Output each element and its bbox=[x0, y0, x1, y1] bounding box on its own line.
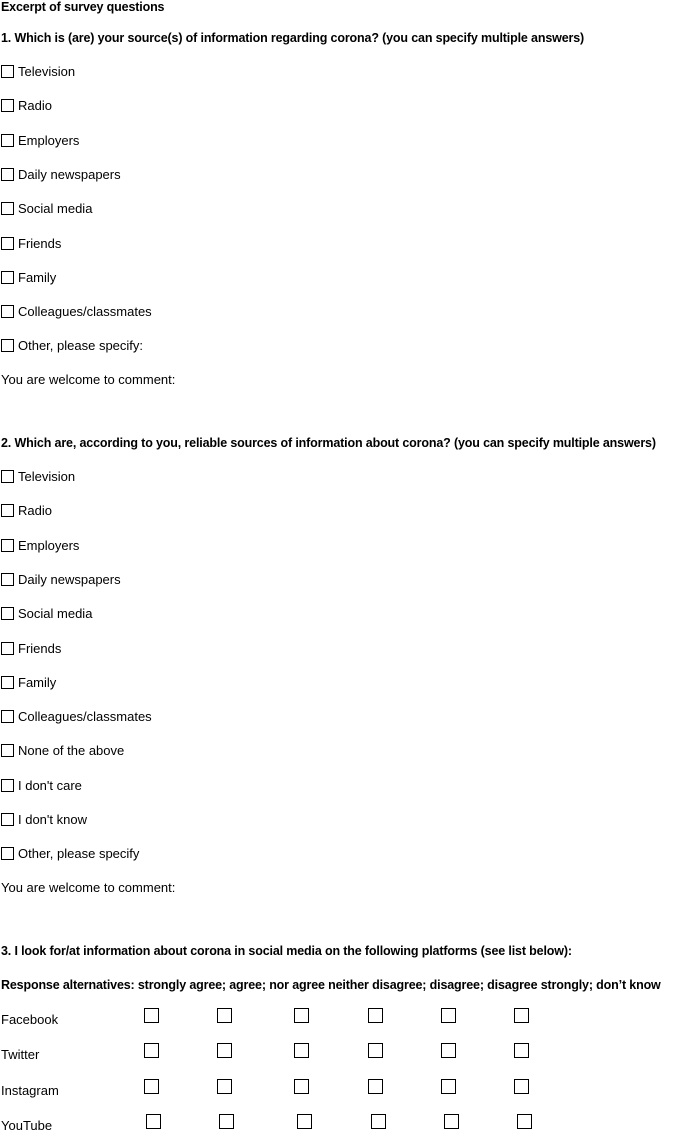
question-2-option[interactable] bbox=[0, 641, 400, 657]
rating-checkbox[interactable] bbox=[444, 1114, 459, 1129]
question-2-option-label: Television bbox=[18, 469, 76, 484]
rating-checkbox[interactable] bbox=[441, 1008, 456, 1023]
question-1-text: 1. Which is (are) your source(s) of information regarding corona? (you can specify multiple answers) bbox=[1, 31, 585, 45]
question-1-option-label: Television bbox=[18, 64, 76, 79]
question-2-option-label: I don't know bbox=[18, 812, 87, 827]
question-1-comment-label: You are welcome to comment: bbox=[1, 372, 176, 387]
question-1-option[interactable] bbox=[0, 270, 400, 286]
page-title: Excerpt of survey questions bbox=[1, 0, 165, 14]
rating-checkbox[interactable] bbox=[144, 1043, 159, 1058]
checkbox[interactable] bbox=[1, 744, 14, 757]
question-2-option-label: None of the above bbox=[18, 743, 125, 759]
checkbox[interactable] bbox=[1, 813, 14, 826]
question-1-option[interactable] bbox=[0, 236, 400, 252]
rating-checkbox[interactable] bbox=[217, 1043, 232, 1058]
question-2-option[interactable] bbox=[0, 709, 400, 725]
question-1-option-label: Employers bbox=[18, 132, 80, 148]
rating-checkbox[interactable] bbox=[144, 1079, 159, 1094]
question-2-option-label: Employers bbox=[18, 537, 80, 553]
question-2-option[interactable] bbox=[0, 743, 400, 759]
checkbox[interactable] bbox=[1, 237, 14, 250]
rating-checkbox[interactable] bbox=[371, 1114, 386, 1129]
question-2-text: 2. Which are, according to you, reliable sources of information about corona? (you can specify multiple answers) bbox=[1, 436, 656, 450]
question-2-comment-label: You are welcome to comment: bbox=[1, 880, 176, 895]
question-2-option-label: Family bbox=[18, 674, 57, 690]
checkbox[interactable] bbox=[1, 607, 14, 620]
checkbox[interactable] bbox=[1, 168, 14, 181]
rating-checkbox[interactable] bbox=[217, 1008, 232, 1023]
rating-checkbox[interactable] bbox=[514, 1008, 529, 1023]
checkbox[interactable] bbox=[1, 710, 14, 723]
checkbox[interactable] bbox=[1, 99, 14, 112]
rating-checkbox[interactable] bbox=[294, 1079, 309, 1094]
question-2-option[interactable] bbox=[0, 846, 400, 862]
rating-checkbox[interactable] bbox=[368, 1043, 383, 1058]
platform-label: Facebook bbox=[1, 1012, 59, 1027]
rating-checkbox[interactable] bbox=[297, 1114, 312, 1129]
question-1-option[interactable] bbox=[0, 98, 400, 114]
question-2-option[interactable] bbox=[0, 812, 400, 828]
question-2-option-label: Other, please specify bbox=[18, 846, 140, 862]
question-2-option[interactable] bbox=[0, 572, 400, 588]
question-2-option[interactable] bbox=[0, 606, 400, 622]
checkbox[interactable] bbox=[1, 573, 14, 586]
question-1-option[interactable] bbox=[0, 133, 400, 149]
checkbox[interactable] bbox=[1, 642, 14, 655]
checkbox[interactable] bbox=[1, 339, 14, 352]
rating-checkbox[interactable] bbox=[146, 1114, 161, 1129]
checkbox[interactable] bbox=[1, 271, 14, 284]
rating-checkbox[interactable] bbox=[144, 1008, 159, 1023]
rating-checkbox[interactable] bbox=[368, 1079, 383, 1094]
checkbox[interactable] bbox=[1, 847, 14, 860]
question-1-option[interactable] bbox=[0, 167, 400, 183]
rating-checkbox[interactable] bbox=[217, 1079, 232, 1094]
checkbox[interactable] bbox=[1, 676, 14, 689]
question-1-option[interactable] bbox=[0, 304, 400, 320]
question-2-option[interactable] bbox=[0, 503, 400, 519]
question-1-option-label: Daily newspapers bbox=[18, 166, 121, 182]
question-2-option-label: Social media bbox=[18, 606, 93, 622]
checkbox[interactable] bbox=[1, 134, 14, 147]
checkbox[interactable] bbox=[1, 539, 14, 552]
question-2-option[interactable] bbox=[0, 469, 400, 485]
checkbox[interactable] bbox=[1, 65, 14, 78]
checkbox[interactable] bbox=[1, 470, 14, 483]
platform-label: YouTube bbox=[1, 1118, 53, 1133]
question-1-option[interactable] bbox=[0, 338, 400, 354]
question-2-option-label: Colleagues/classmates bbox=[18, 709, 152, 725]
question-1-option-label: Family bbox=[18, 269, 57, 285]
checkbox[interactable] bbox=[1, 504, 14, 517]
question-1-option-label: Radio bbox=[18, 98, 52, 114]
platform-label: Twitter bbox=[1, 1047, 40, 1062]
question-2-option-label: I don't care bbox=[18, 777, 82, 793]
rating-checkbox[interactable] bbox=[441, 1079, 456, 1094]
question-3-text: 3. I look for/at information about corona in social media on the following platforms (see list below): bbox=[1, 944, 572, 958]
checkbox[interactable] bbox=[1, 779, 14, 792]
question-1-option-label: Colleagues/classmates bbox=[18, 304, 152, 320]
question-1-option-label: Other, please specify: bbox=[18, 338, 144, 354]
rating-checkbox[interactable] bbox=[294, 1043, 309, 1058]
rating-checkbox[interactable] bbox=[294, 1008, 309, 1023]
checkbox[interactable] bbox=[1, 305, 14, 318]
question-1-option[interactable] bbox=[0, 201, 400, 217]
question-2-option[interactable] bbox=[0, 778, 400, 794]
question-1-option-label: Social media bbox=[18, 201, 93, 217]
question-2-option-label: Radio bbox=[18, 503, 52, 519]
question-1-option-label: Friends bbox=[18, 235, 62, 251]
rating-checkbox[interactable] bbox=[219, 1114, 234, 1129]
question-2-option[interactable] bbox=[0, 538, 400, 554]
question-2-option[interactable] bbox=[0, 675, 400, 691]
question-2-option-label: Daily newspapers bbox=[18, 571, 121, 587]
rating-checkbox[interactable] bbox=[368, 1008, 383, 1023]
rating-checkbox[interactable] bbox=[514, 1079, 529, 1094]
question-3-response-alternatives: Response alternatives: strongly agree; agree; nor agree neither disagree; disagree; disagree strongly; don’t know bbox=[1, 978, 661, 992]
rating-checkbox[interactable] bbox=[517, 1114, 532, 1129]
platform-label: Instagram bbox=[1, 1083, 59, 1098]
question-1-option[interactable] bbox=[0, 64, 400, 80]
checkbox[interactable] bbox=[1, 202, 14, 215]
rating-checkbox[interactable] bbox=[514, 1043, 529, 1058]
question-2-option-label: Friends bbox=[18, 640, 62, 656]
rating-checkbox[interactable] bbox=[441, 1043, 456, 1058]
